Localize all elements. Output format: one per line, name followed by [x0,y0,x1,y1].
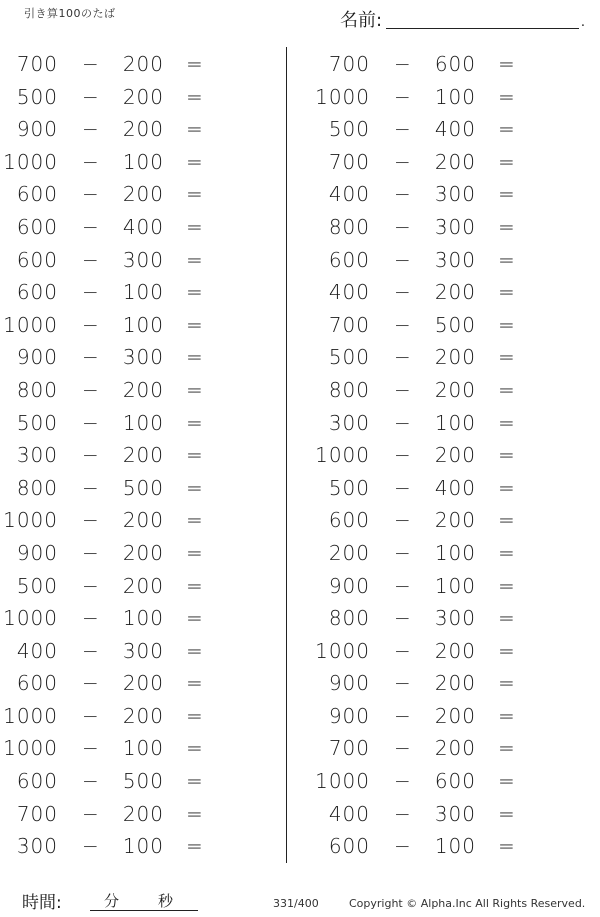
subtrahend: 400 [434,475,476,500]
minus-sign: − [82,703,100,728]
equals-sign: = [498,149,516,174]
problem-row [312,830,572,863]
problem-row [312,178,572,211]
name-underline [386,28,579,29]
subtrahend: 500 [122,769,164,794]
equals-sign: = [186,443,204,468]
minuend: 200 [328,540,370,565]
minus-sign: − [394,475,412,500]
equals-sign: = [186,410,204,435]
minus-sign: − [82,540,100,565]
minus-sign: − [82,377,100,402]
minus-sign: − [394,280,412,305]
problem-row [312,504,572,537]
minuend: 1000 [3,703,58,728]
subtrahend: 200 [122,703,164,728]
name-label: 名前: [340,10,383,31]
problem-row [312,113,572,146]
minus-sign: − [394,508,412,533]
equals-sign: = [186,671,204,696]
minuend: 800 [328,214,370,239]
equals-sign: = [186,769,204,794]
column-divider [286,47,287,863]
minuend: 600 [16,182,58,207]
subtrahend: 200 [122,84,164,109]
subtrahend: 100 [122,410,164,435]
subtrahend: 200 [434,638,476,663]
problem-row [0,504,260,537]
minuend: 600 [328,508,370,533]
problem-row [312,309,572,342]
subtrahend: 100 [434,540,476,565]
problem-row [312,472,572,505]
problem-row [0,667,260,700]
problem-row [312,798,572,831]
minus-sign: − [394,312,412,337]
equals-sign: = [498,540,516,565]
minuend: 900 [16,345,58,370]
equals-sign: = [186,84,204,109]
minuend: 600 [328,834,370,859]
minuend: 500 [328,117,370,142]
subtrahend: 200 [122,540,164,565]
minus-sign: − [82,149,100,174]
minus-sign: − [394,345,412,370]
minuend: 800 [16,475,58,500]
minuend: 1000 [315,769,370,794]
subtrahend: 100 [434,410,476,435]
problem-row [0,309,260,342]
subtrahend: 300 [434,182,476,207]
equals-sign: = [498,52,516,76]
page-counter: 331/400 [273,897,319,910]
subtrahend: 200 [122,52,164,76]
minus-sign: − [82,475,100,500]
equals-sign: = [186,280,204,305]
equals-sign: = [498,84,516,109]
equals-sign: = [498,736,516,761]
problem-row [0,407,260,440]
minus-sign: − [82,573,100,598]
equals-sign: = [186,52,204,76]
minuend: 900 [16,540,58,565]
subtrahend: 100 [434,573,476,598]
subtrahend: 100 [122,606,164,631]
problem-row [312,570,572,603]
subtrahend: 500 [434,312,476,337]
minus-sign: − [394,182,412,207]
minuend: 500 [16,84,58,109]
time-field[interactable] [22,888,182,912]
minus-sign: − [394,443,412,468]
equals-sign: = [498,443,516,468]
minus-sign: − [394,247,412,272]
problem-row [0,341,260,374]
subtrahend: 100 [434,834,476,859]
problem-row [0,602,260,635]
problem-row [312,407,572,440]
copyright-notice: Copyright © Alpha.Inc All Rights Reserved. [349,897,586,910]
minus-sign: − [394,606,412,631]
subtrahend: 300 [434,801,476,826]
problem-row [0,178,260,211]
equals-sign: = [186,247,204,272]
minus-sign: − [394,410,412,435]
equals-sign: = [498,345,516,370]
subtrahend: 300 [434,214,476,239]
minuend: 1000 [315,638,370,663]
subtrahend: 200 [122,117,164,142]
minus-sign: − [82,117,100,142]
equals-sign: = [186,801,204,826]
minuend: 900 [16,117,58,142]
subtrahend: 200 [122,801,164,826]
problem-row [0,732,260,765]
minus-sign: − [394,540,412,565]
equals-sign: = [498,214,516,239]
minus-sign: − [82,769,100,794]
minuend: 500 [328,345,370,370]
equals-sign: = [498,247,516,272]
subtrahend: 200 [122,182,164,207]
minus-sign: − [394,149,412,174]
equals-sign: = [186,475,204,500]
problem-row [312,537,572,570]
equals-sign: = [498,573,516,598]
minuend: 600 [16,280,58,305]
minuend: 700 [16,801,58,826]
worksheet-title: 引き算100のたば [24,7,116,20]
equals-sign: = [498,638,516,663]
equals-sign: = [186,117,204,142]
name-end-dot: . [580,15,585,30]
minus-sign: − [82,443,100,468]
problem-row [0,81,260,114]
minus-sign: − [82,52,100,76]
equals-sign: = [498,475,516,500]
subtrahend: 200 [122,573,164,598]
subtrahend: 200 [434,149,476,174]
subtrahend: 200 [122,443,164,468]
equals-sign: = [186,540,204,565]
minuend: 900 [328,573,370,598]
minuend: 400 [328,182,370,207]
equals-sign: = [498,377,516,402]
problem-row [312,146,572,179]
equals-sign: = [498,312,516,337]
equals-sign: = [186,703,204,728]
time-label: 時間: [22,893,62,913]
subtrahend: 300 [434,606,476,631]
problem-row [312,374,572,407]
subtrahend: 200 [434,736,476,761]
equals-sign: = [498,769,516,794]
minus-sign: − [82,84,100,109]
problem-row [0,537,260,570]
minus-sign: − [394,84,412,109]
problem-row [0,211,260,244]
minuend: 600 [328,247,370,272]
subtrahend: 100 [122,149,164,174]
equals-sign: = [498,508,516,533]
problem-row [312,765,572,798]
minuend: 800 [16,377,58,402]
equals-sign: = [186,312,204,337]
minuend: 300 [328,410,370,435]
subtrahend: 100 [122,312,164,337]
problem-row [312,602,572,635]
subtrahend: 300 [434,247,476,272]
minuend: 600 [16,247,58,272]
minus-sign: − [394,573,412,598]
equals-sign: = [186,182,204,207]
subtrahend: 500 [122,475,164,500]
name-field[interactable] [340,6,585,30]
equals-sign: = [186,508,204,533]
minus-sign: − [394,377,412,402]
minus-sign: − [82,834,100,859]
equals-sign: = [498,606,516,631]
minus-sign: − [394,736,412,761]
equals-sign: = [498,671,516,696]
minus-sign: − [394,214,412,239]
subtrahend: 200 [122,377,164,402]
minuend: 400 [16,638,58,663]
problem-row [312,276,572,309]
minus-sign: − [82,345,100,370]
minus-sign: − [82,736,100,761]
problem-row [0,765,260,798]
minus-sign: − [394,769,412,794]
minus-sign: − [82,182,100,207]
problem-row [312,635,572,668]
subtrahend: 100 [122,834,164,859]
subtrahend: 300 [122,345,164,370]
minuend: 300 [16,443,58,468]
minuend: 700 [16,52,58,76]
minus-sign: − [82,410,100,435]
minuend: 1000 [3,508,58,533]
problem-row [0,374,260,407]
problem-row [0,570,260,603]
problem-row [312,732,572,765]
minuend: 600 [16,214,58,239]
minus-sign: − [82,638,100,663]
problem-row [0,798,260,831]
subtrahend: 600 [434,769,476,794]
equals-sign: = [186,606,204,631]
second-label: 秒 [158,892,174,910]
minuend: 300 [16,834,58,859]
subtrahend: 300 [122,247,164,272]
minus-sign: − [82,312,100,337]
subtrahend: 200 [434,703,476,728]
subtrahend: 200 [434,345,476,370]
subtrahend: 100 [122,736,164,761]
subtrahend: 300 [122,638,164,663]
minus-sign: − [394,117,412,142]
subtrahend: 200 [122,671,164,696]
minuend: 400 [328,801,370,826]
subtrahend: 400 [434,117,476,142]
equals-sign: = [186,345,204,370]
minute-label: 分 [104,892,120,910]
subtrahend: 200 [434,280,476,305]
problem-row [312,700,572,733]
minuend: 800 [328,377,370,402]
problem-row [0,244,260,277]
equals-sign: = [186,149,204,174]
problem-row [0,276,260,309]
problem-row [312,48,572,81]
minus-sign: − [394,801,412,826]
equals-sign: = [186,377,204,402]
minuend: 500 [16,410,58,435]
problem-row [312,439,572,472]
problem-row [0,830,260,863]
equals-sign: = [498,280,516,305]
minus-sign: − [82,214,100,239]
minus-sign: − [82,606,100,631]
problem-row [312,667,572,700]
problem-row [0,48,260,81]
minuend: 700 [328,52,370,76]
minus-sign: − [394,703,412,728]
subtrahend: 100 [122,280,164,305]
minuend: 700 [328,312,370,337]
minuend: 700 [328,736,370,761]
minuend: 1000 [315,443,370,468]
minus-sign: − [82,247,100,272]
minuend: 900 [328,703,370,728]
minus-sign: − [394,671,412,696]
minus-sign: − [82,508,100,533]
minuend: 900 [328,671,370,696]
subtrahend: 200 [434,671,476,696]
problem-row [0,113,260,146]
subtrahend: 200 [434,443,476,468]
minuend: 800 [328,606,370,631]
equals-sign: = [498,801,516,826]
problem-row [0,700,260,733]
equals-sign: = [186,573,204,598]
equals-sign: = [186,736,204,761]
minuend: 400 [328,280,370,305]
problem-column-right [312,48,572,863]
subtrahend: 200 [434,508,476,533]
equals-sign: = [498,834,516,859]
minuend: 500 [16,573,58,598]
minus-sign: − [82,671,100,696]
minus-sign: − [394,52,412,76]
problem-row [312,341,572,374]
minus-sign: − [394,834,412,859]
minuend: 1000 [3,606,58,631]
minuend: 1000 [3,149,58,174]
problem-row [0,472,260,505]
problem-row [0,439,260,472]
problem-row [312,81,572,114]
minus-sign: − [394,638,412,663]
equals-sign: = [186,214,204,239]
minuend: 1000 [3,736,58,761]
subtrahend: 200 [434,377,476,402]
equals-sign: = [498,117,516,142]
minuend: 1000 [3,312,58,337]
minus-sign: − [82,280,100,305]
minuend: 600 [16,769,58,794]
equals-sign: = [498,182,516,207]
equals-sign: = [186,638,204,663]
minuend: 600 [16,671,58,696]
problem-row [0,146,260,179]
problem-row [312,244,572,277]
minuend: 1000 [315,84,370,109]
minuend: 500 [328,475,370,500]
problem-row [312,211,572,244]
equals-sign: = [498,703,516,728]
subtrahend: 600 [434,52,476,76]
subtrahend: 100 [434,84,476,109]
minuend: 700 [328,149,370,174]
equals-sign: = [186,834,204,859]
problem-column-left [0,48,260,863]
equals-sign: = [498,410,516,435]
problem-row [0,635,260,668]
minus-sign: − [82,801,100,826]
subtrahend: 200 [122,508,164,533]
subtrahend: 400 [122,214,164,239]
